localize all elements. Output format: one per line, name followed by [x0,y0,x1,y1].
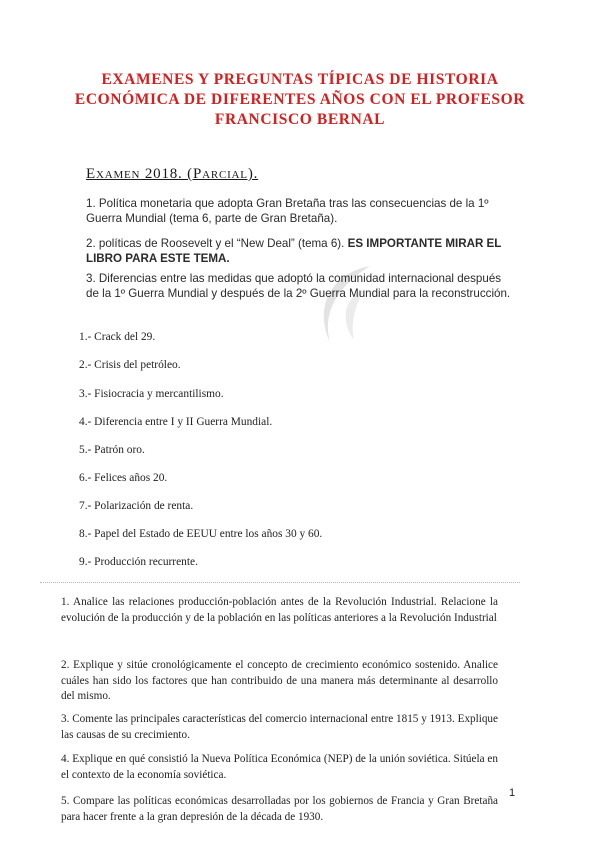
long-question-2: 2. Explique y sitúe cronológicamente el concepto de crecimiento económico sostenido. Analice cuáles han sido los factores que han contribuido de una manera más determinante al desarrollo del mismo. [61,659,498,702]
exam-heading-text: Examen 2018. (Parcial). [86,166,259,182]
section-divider [40,582,520,583]
long-question-4: 4. Explique en qué consistió la Nueva Política Económica (NEP) de la unión soviética. Sitúela en el contexto de la economía soviética. [61,753,498,781]
title-line-1: EXAMENES Y PREGUNTAS TÍPICAS DE HISTORIA [101,71,499,88]
exam-heading [86,166,258,183]
topic-item: 2.- Crisis del petróleo. [79,359,181,371]
exam-question-1: 1. Política monetaria que adopta Gran Bretaña tras las consecuencias de la 1º Guerra Mundial (tema 6, parte de Gran Bretaña). [86,197,489,225]
topic-item: 5.- Patrón oro. [79,444,145,456]
document-title [60,70,540,130]
topic-item: 4.- Diferencia entre I y II Guerra Mundial. [79,416,273,428]
topic-item: 3.- Fisiocracia y mercantilismo. [79,388,224,400]
long-question-3: 3. Comente las principales características del comercio internacional entre 1815 y 1913. Explique las causas de su crecimiento. [61,713,498,741]
exam-question-2-text: 2. políticas de Roosevelt y el “New Deal” (tema 6). [86,237,345,250]
long-question-1: 1. Analice las relaciones producción-población antes de la Revolución Industrial. Relacione la evolución de la producción y de la población en las políticas anteriores a la Revolución Industrial [61,596,498,624]
title-line-2: ECONÓMICA DE DIFERENTES AÑOS CON EL PROFESOR [74,91,526,108]
exam-question-2-emphasis: ES IMPORTANTE MIRAR EL LIBRO PARA ESTE TEMA. [86,237,502,265]
topic-item: 6.- Felices años 20. [79,472,168,484]
exam-question-2 [86,236,514,266]
long-question-5: 5. Compare las políticas económicas desarrolladas por los gobiernos de Francia y Gran Bretaña para hacer frente a la gran depresión de la década de 1930. [61,795,498,823]
topic-item: 8.- Papel del Estado de EEUU entre los años 30 y 60. [79,528,323,540]
title-line-3: FRANCISCO BERNAL [214,111,386,128]
topic-item: 1.- Crack del 29. [79,331,156,343]
topic-item: 9.- Producción recurrente. [79,556,198,568]
topic-item: 7.- Polarización de renta. [79,500,194,512]
page-number: 1 [509,787,516,799]
exam-question-3: 3. Diferencias entre las medidas que adoptó la comunidad internacional después de la 1º Guerra Mundial y después de la 2º Guerra Mundial para la reconstrucción. [86,272,511,300]
